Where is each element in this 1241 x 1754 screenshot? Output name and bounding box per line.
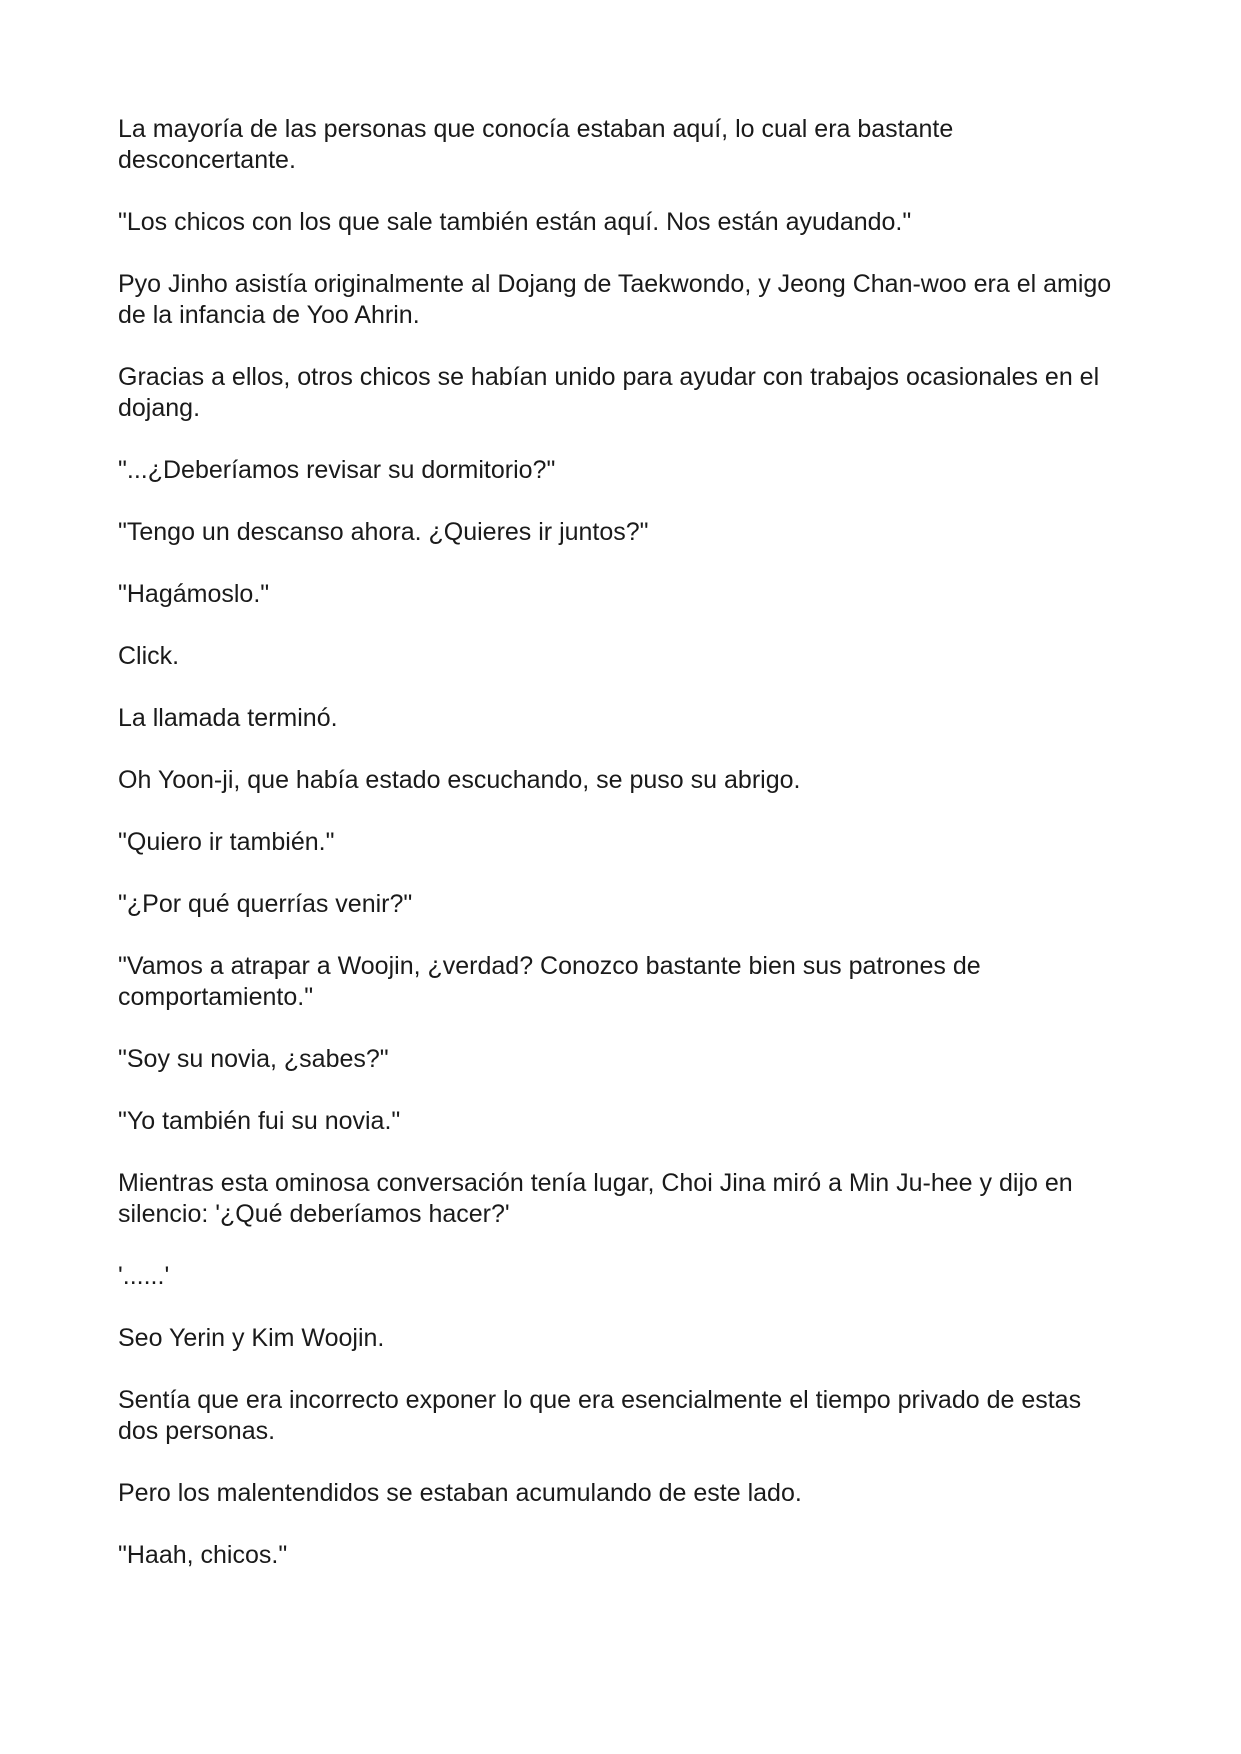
document-page	[118, 114, 1128, 1602]
paragraph-12: "¿Por qué querrías venir?"	[118, 890, 413, 918]
paragraph-18: Seo Yerin y Kim Woojin.	[118, 1324, 385, 1352]
paragraph-8: Click.	[118, 642, 180, 670]
paragraph-3: Pyo Jinho asistía originalmente al Dojang de Taekwondo, y Jeong Chan-woo era el amigo de la infancia de Yoo Ahrin.	[118, 270, 1112, 329]
paragraph-7: "Hagámoslo."	[118, 580, 270, 608]
paragraph-17: '......'	[118, 1262, 170, 1290]
paragraph-13: "Vamos a atrapar a Woojin, ¿verdad? Conozco bastante bien sus patrones de comportamiento."	[118, 952, 981, 1011]
paragraph-21: "Haah, chicos."	[118, 1541, 288, 1569]
paragraph-20: Pero los malentendidos se estaban acumulando de este lado.	[118, 1479, 802, 1507]
paragraph-5: "...¿Deberíamos revisar su dormitorio?"	[118, 456, 556, 484]
paragraph-11: "Quiero ir también."	[118, 828, 335, 856]
paragraph-2: "Los chicos con los que sale también están aquí. Nos están ayudando."	[118, 208, 912, 236]
paragraph-4: Gracias a ellos, otros chicos se habían unido para ayudar con trabajos ocasionales en el dojang.	[118, 363, 1100, 422]
paragraph-15: "Yo también fui su novia."	[118, 1107, 401, 1135]
paragraph-1: La mayoría de las personas que conocía estaban aquí, lo cual era bastante desconcertante.	[118, 115, 954, 174]
paragraph-10: Oh Yoon-ji, que había estado escuchando, se puso su abrigo.	[118, 766, 801, 794]
paragraph-16: Mientras esta ominosa conversación tenía lugar, Choi Jina miró a Min Ju-hee y dijo en silencio: '¿Qué deberíamos hacer?'	[118, 1169, 1073, 1228]
paragraph-6: "Tengo un descanso ahora. ¿Quieres ir juntos?"	[118, 518, 649, 546]
paragraph-9: La llamada terminó.	[118, 704, 338, 732]
paragraph-19: Sentía que era incorrecto exponer lo que era esencialmente el tiempo privado de estas dos personas.	[118, 1386, 1082, 1445]
paragraph-14: "Soy su novia, ¿sabes?"	[118, 1045, 389, 1073]
